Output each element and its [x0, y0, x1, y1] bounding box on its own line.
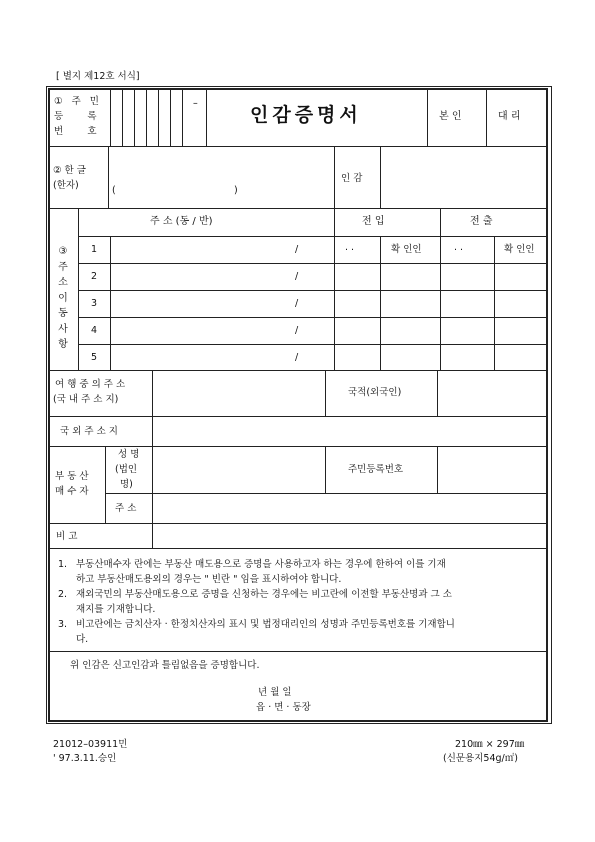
buyer-name-label: 명) [120, 479, 133, 490]
buyer-address-label: 주 소 [115, 503, 137, 514]
move-out-confirm: 확 인인 [504, 244, 535, 255]
buyer-label: 매 수 자 [55, 486, 89, 497]
name-label-hanja: (한자) [53, 180, 79, 191]
address-row-number: 3 [91, 298, 98, 309]
form-code: 21012–03911민 [53, 739, 128, 750]
paper-size: 210㎜ × 297㎜ [455, 739, 525, 750]
id-separator: – [193, 98, 198, 109]
hanja-close-paren: ) [234, 185, 238, 196]
column-move-in: 전 입 [362, 216, 385, 227]
move-out-date: . . [454, 242, 464, 253]
id-label-part1: ① 주 민 [54, 96, 99, 107]
address-row-number: 2 [91, 271, 98, 282]
id-label-part2: 등 록 [54, 111, 97, 122]
nationality-label: 국적(외국인) [348, 387, 402, 398]
note-number: 1. [58, 559, 68, 570]
note-text: 재외국민의 부동산매도용으로 증명을 신청하는 경우에는 비고란에 이전할 부동산명과 그 소 [76, 589, 452, 600]
paper-type: (신문용지54g/㎡) [443, 753, 518, 764]
issuing-office: 읍 · 면 · 동장 [256, 702, 311, 713]
principal-label: 본 인 [439, 111, 462, 122]
name-label-korean: ② 한 글 [53, 165, 86, 176]
note-number: 2. [58, 589, 68, 600]
note-text: 비고란에는 금치산자 · 한정치산자의 표시 및 법정대리인의 성명과 주민등록번호를 기재합니 [76, 619, 455, 630]
certification-statement: 위 인감은 신고인감과 틀림없음을 증명합니다. [70, 660, 260, 671]
address-history-label: ③ 주 소 이 동 사 항 [58, 246, 68, 350]
buyer-name-label: (법인 [115, 464, 138, 475]
address-row-number: 1 [91, 244, 98, 255]
address-row-number: 5 [91, 352, 98, 363]
id-label-part3: 번 호 [54, 126, 97, 137]
address-slash: / [295, 244, 299, 255]
move-in-confirm: 확 인인 [391, 244, 422, 255]
address-slash: / [295, 271, 299, 282]
note-text: 재지를 기재합니다. [76, 604, 156, 615]
agent-label: 대 리 [498, 111, 521, 122]
approval-date: ' 97.3.11.승인 [53, 753, 117, 764]
address-slash: / [295, 352, 299, 363]
address-slash: / [295, 298, 299, 309]
domestic-address-label: (국 내 주 소 지) [53, 394, 119, 405]
remarks-label: 비 고 [56, 531, 78, 542]
hanja-open-paren: ( [112, 185, 116, 196]
note-text: 다. [76, 634, 89, 645]
note-text: 부동산매수자 란에는 부동산 매도용으로 증명을 사용하고자 하는 경우에 한하여 이를 기재 [76, 559, 446, 570]
note-number: 3. [58, 619, 68, 630]
column-address: 주 소 (동 / 반) [150, 216, 213, 227]
document-title: 인감증명서 [250, 104, 362, 126]
buyer-reg-no-label: 주민등록번호 [348, 464, 404, 475]
seal-label: 인 감 [341, 173, 363, 184]
form-number: [ 별지 제12호 서식] [56, 71, 140, 82]
address-slash: / [295, 325, 299, 336]
buyer-name-label: 성 명 [118, 449, 140, 460]
address-row-number: 4 [91, 325, 98, 336]
move-in-date: . . [345, 242, 355, 253]
overseas-address-label: 국 외 주 소 지 [60, 426, 118, 437]
travel-address-label: 여 행 중 의 주 소 [55, 379, 126, 390]
column-move-out: 전 출 [470, 216, 493, 227]
note-text: 하고 부동산매도용외의 경우는 " 빈란 " 임을 표시하여야 합니다. [76, 574, 342, 585]
certification-date: 년 월 일 [258, 687, 292, 698]
buyer-label: 부 동 산 [55, 471, 89, 482]
